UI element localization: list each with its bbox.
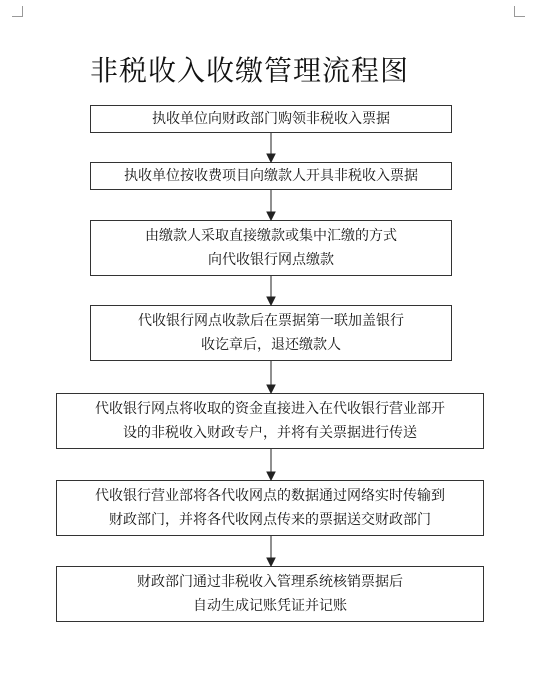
arrow-2-to-3 [267,190,275,220]
step-6-text: 代收银行营业部将各代收网点的数据通过网络实时传输到 财政部门，并将各代收网点传来的票据送交财政部门 [95,488,445,528]
arrow-4-to-5 [267,361,275,393]
step-7-box [56,566,484,622]
step-3-box [90,220,452,276]
step-7-text: 财政部门通过非税收入管理系统核销票据后 自动生成记账凭证并记账 [137,574,403,614]
step-1-box [90,105,452,133]
step-5-box [56,393,484,449]
arrow-5-to-6 [267,449,275,480]
step-4-box [90,305,452,361]
step-4-text: 代收银行网点收款后在票据第一联加盖银行 收讫章后，退还缴款人 [138,313,404,353]
page-corner-mark-right [514,6,525,17]
step-6-box [56,480,484,536]
arrow-3-to-4 [267,276,275,305]
step-1-text: 执收单位向财政部门购领非税收入票据 [152,111,390,127]
step-3-text: 由缴款人采取直接缴款或集中汇缴的方式 向代收银行网点缴款 [145,228,397,268]
arrow-6-to-7 [267,536,275,566]
page-title: 非税收入收缴管理流程图 [90,53,410,87]
step-5-text: 代收银行网点将收取的资金直接进入在代收银行营业部开 设的非税收入财政专户，并将有关票据进行传送 [95,401,445,441]
arrow-1-to-2 [267,133,275,162]
step-2-box [90,162,452,190]
step-2-text: 执收单位按收费项目向缴款人开具非税收入票据 [124,168,418,184]
page-corner-mark-left [12,6,23,17]
